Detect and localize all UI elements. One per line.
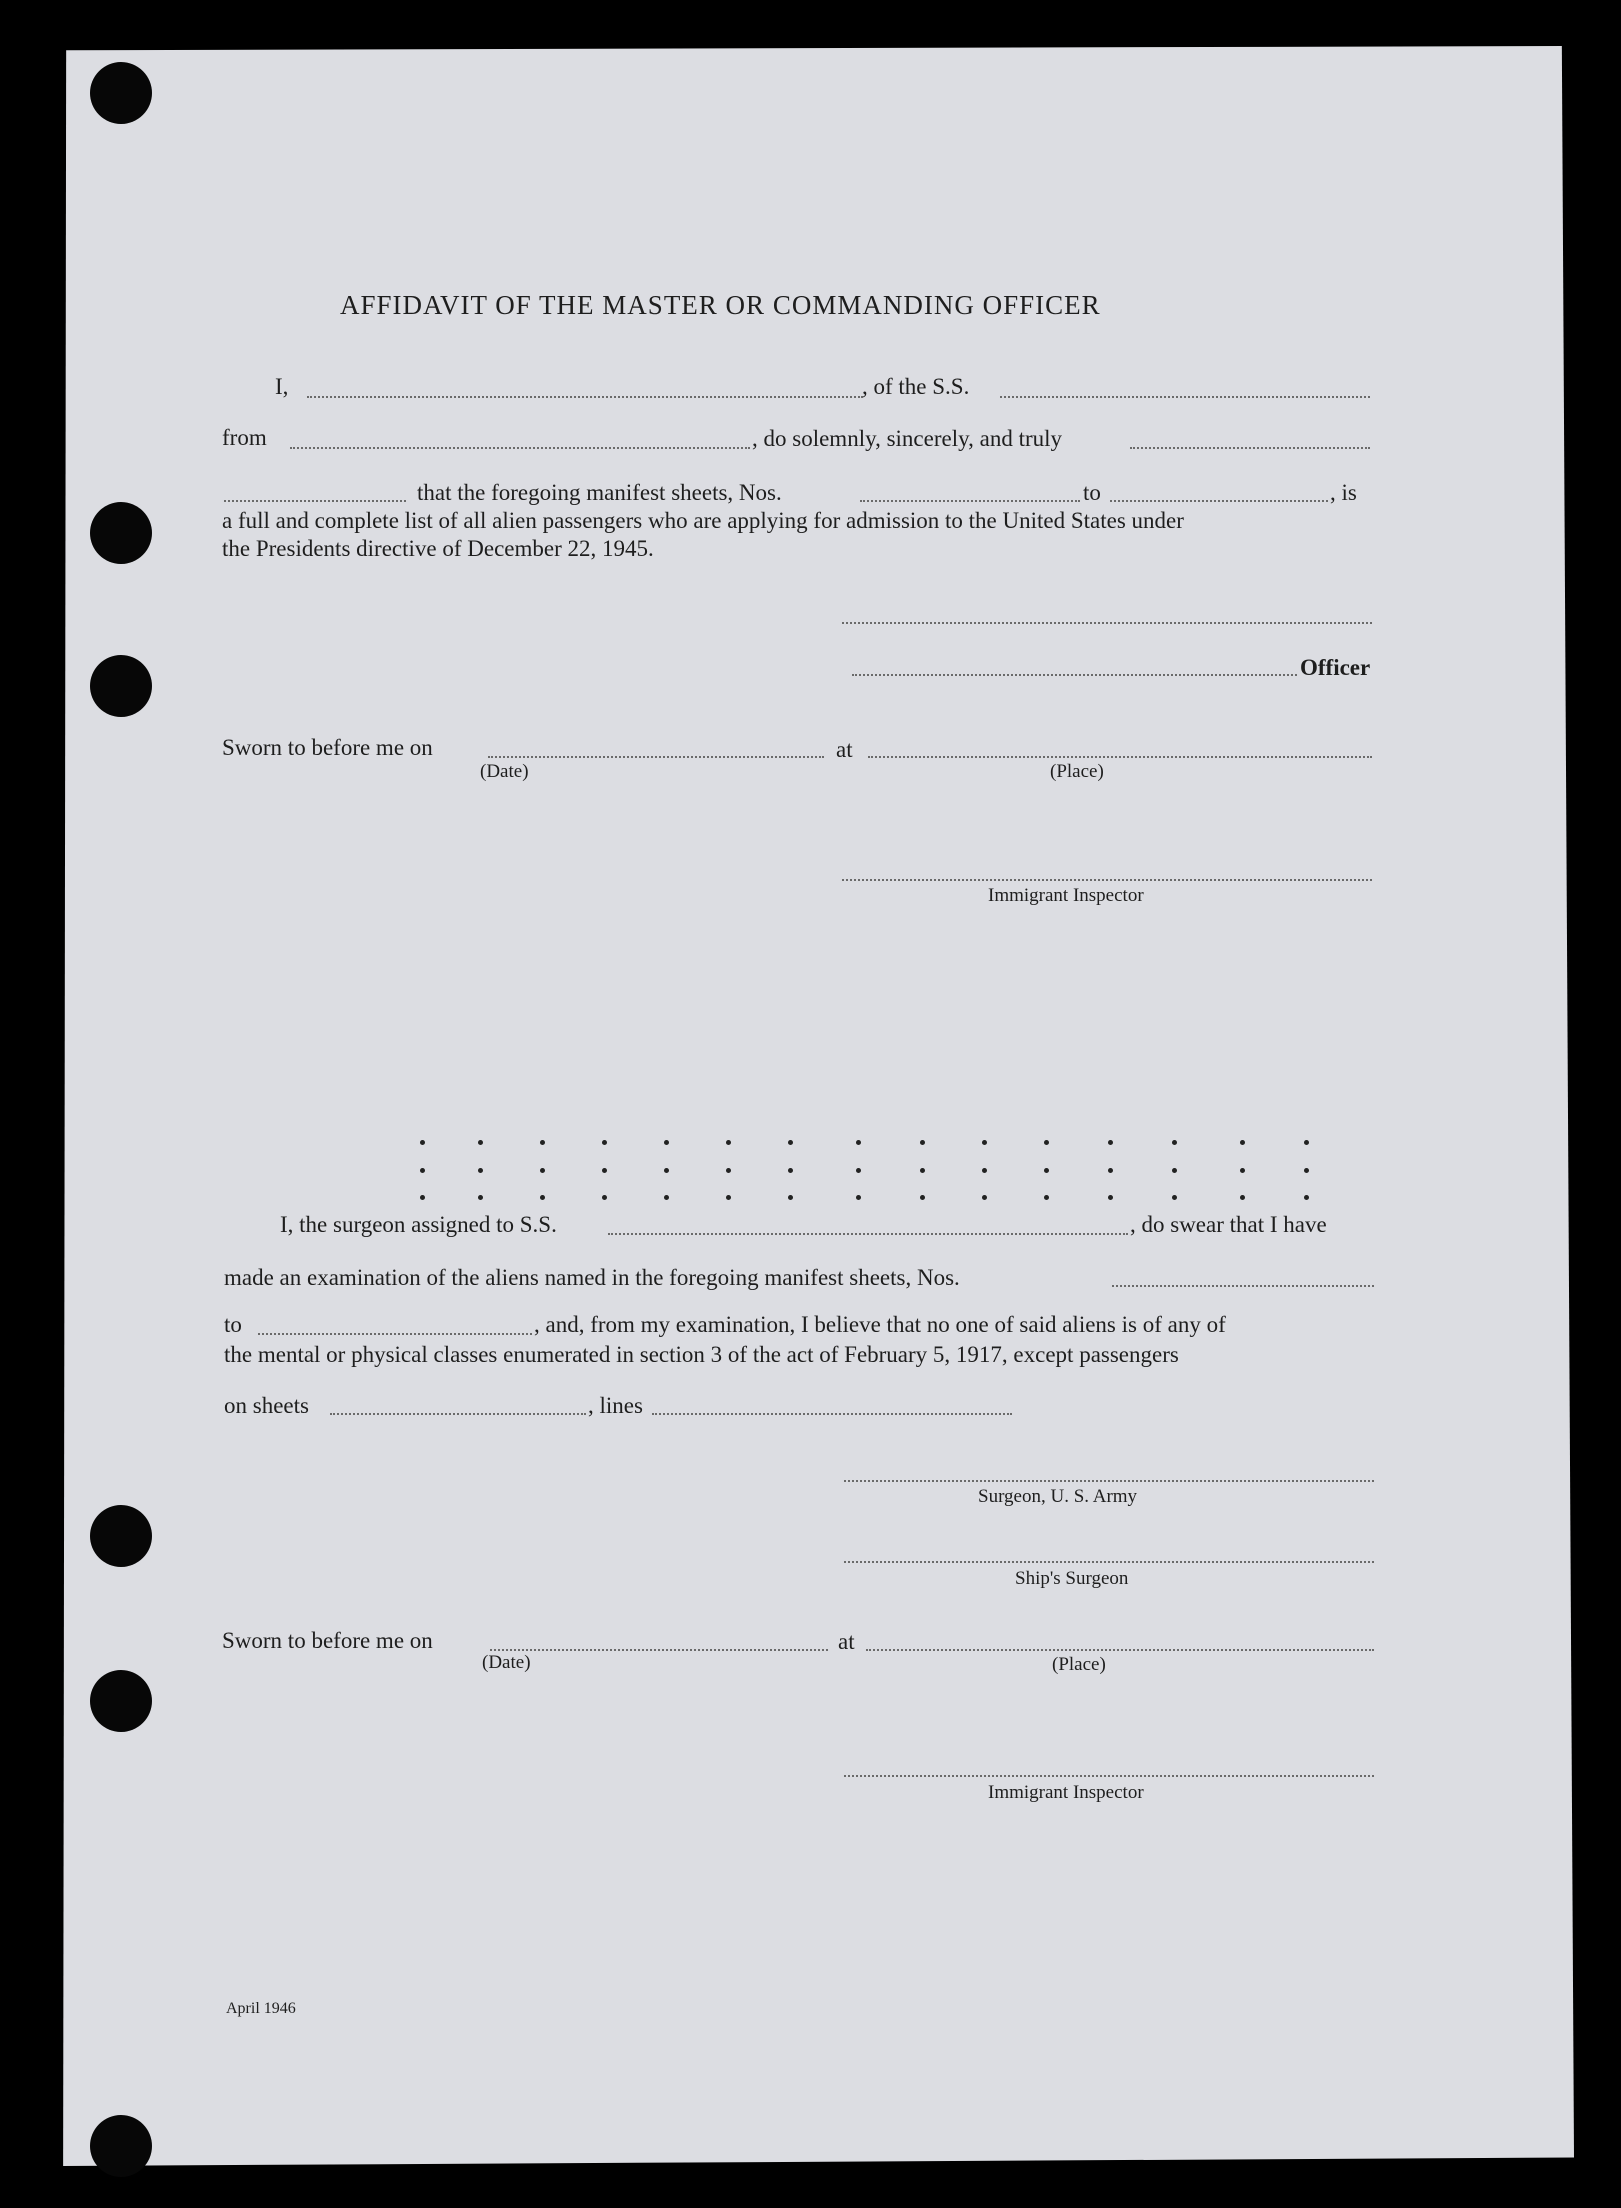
master-i-label: I, xyxy=(275,374,289,399)
punch-hole xyxy=(90,62,152,124)
punch-hole xyxy=(90,1670,152,1732)
master-place-caption: (Place) xyxy=(1050,761,1104,782)
surgeon-inspector-caption: Immigrant Inspector xyxy=(988,1782,1144,1803)
master-sworn-label: Sworn to before me on xyxy=(222,735,433,760)
surgeon-lines-field[interactable] xyxy=(652,1413,1012,1415)
surgeon-line-2: made an examination of the aliens named in the foregoing manifest sheets, Nos. xyxy=(224,1265,960,1290)
master-from-field[interactable] xyxy=(290,447,750,449)
surgeon-lines-label: , lines xyxy=(588,1393,643,1418)
document-page xyxy=(54,46,1574,2166)
surgeon-at-label: at xyxy=(838,1629,855,1654)
master-date-caption: (Date) xyxy=(480,761,529,782)
master-date-field[interactable] xyxy=(488,756,824,758)
form-date-footer: April 1946 xyxy=(226,2000,296,2017)
surgeon-sheets-field[interactable] xyxy=(330,1413,586,1415)
master-inspector-line[interactable] xyxy=(842,879,1372,881)
surgeon-date-field[interactable] xyxy=(490,1649,828,1651)
master-solemn-label: , do solemnly, sincerely, and truly xyxy=(752,426,1063,451)
master-ship-field[interactable] xyxy=(1000,396,1370,398)
punch-hole xyxy=(90,655,152,717)
master-oath-field-2[interactable] xyxy=(224,500,406,502)
surgeon-to-label: to xyxy=(224,1312,242,1337)
officer-signature-line[interactable] xyxy=(842,622,1372,624)
master-oath-field[interactable] xyxy=(1130,447,1370,449)
form-title: AFFIDAVIT OF THE MASTER OR COMMANDING OFFICER xyxy=(340,290,1101,320)
master-is-label: , is xyxy=(1330,480,1357,505)
master-ss-label: , of the S.S. xyxy=(862,374,970,399)
master-sheets-to-field[interactable] xyxy=(1110,500,1328,502)
surgeon-date-caption: (Date) xyxy=(482,1652,531,1673)
master-line-4: a full and complete list of all alien passengers who are applying for admission to the United States under xyxy=(222,508,1184,533)
ship-surgeon-caption: Ship's Surgeon xyxy=(1015,1568,1129,1589)
officer-label: Officer xyxy=(1300,655,1371,680)
punch-hole xyxy=(90,1505,152,1567)
ship-surgeon-signature-line[interactable] xyxy=(844,1561,1374,1563)
master-place-field[interactable] xyxy=(868,756,1372,758)
surgeon-line-3: , and, from my examination, I believe that no one of said aliens is of any of xyxy=(534,1312,1226,1337)
surgeon-line-1b: , do swear that I have xyxy=(1130,1212,1327,1237)
punch-hole xyxy=(90,2115,152,2177)
surgeon-sheets-from-field[interactable] xyxy=(1112,1285,1374,1287)
master-sheets-from-field[interactable] xyxy=(860,500,1080,502)
surgeon-sheets-label: on sheets xyxy=(224,1393,309,1418)
surgeon-sworn-label: Sworn to before me on xyxy=(222,1628,433,1653)
army-surgeon-signature-line[interactable] xyxy=(844,1480,1374,1482)
surgeon-sheets-to-field[interactable] xyxy=(258,1333,532,1335)
surgeon-line-1a: I, the surgeon assigned to S.S. xyxy=(280,1212,557,1237)
surgeon-place-field[interactable] xyxy=(866,1649,1374,1651)
punch-hole xyxy=(90,502,152,564)
master-inspector-caption: Immigrant Inspector xyxy=(988,885,1144,906)
master-that-label: that the foregoing manifest sheets, Nos. xyxy=(417,480,782,505)
surgeon-line-4: the mental or physical classes enumerated in section 3 of the act of February 5, 1917, except passengers xyxy=(224,1342,1179,1367)
master-to-label: to xyxy=(1083,480,1101,505)
surgeon-place-caption: (Place) xyxy=(1052,1654,1106,1675)
master-from-label: from xyxy=(222,425,267,450)
surgeon-inspector-line[interactable] xyxy=(844,1775,1374,1777)
officer-title-line[interactable] xyxy=(852,674,1297,676)
master-name-field[interactable] xyxy=(307,396,863,398)
master-line-5: the Presidents directive of December 22, 1945. xyxy=(222,536,654,561)
army-surgeon-caption: Surgeon, U. S. Army xyxy=(978,1486,1138,1507)
master-at-label: at xyxy=(836,737,853,762)
surgeon-ship-field[interactable] xyxy=(608,1233,1128,1235)
